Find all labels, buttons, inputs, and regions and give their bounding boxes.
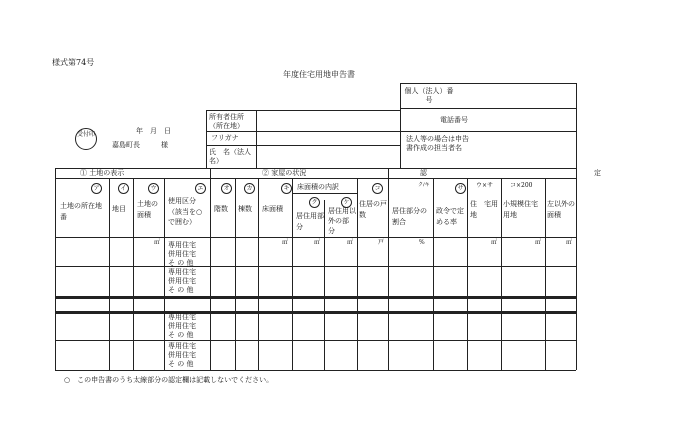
usage-other[interactable]: そ の 他 bbox=[168, 285, 194, 294]
col-floor-area-breakdown: 床面積の内訳 bbox=[297, 183, 339, 191]
col-ratio-mark: ク/キ bbox=[418, 182, 430, 188]
usage-options-row1 bbox=[168, 241, 196, 267]
col-i-mark: イ bbox=[118, 183, 129, 194]
section-house: ② 家屋の状況 bbox=[262, 169, 307, 177]
unit-small-land: ㎡ bbox=[535, 239, 542, 246]
unit-residential-part: ㎡ bbox=[314, 239, 321, 246]
form-number: 様式第74号 bbox=[52, 58, 95, 67]
usage-other[interactable]: そ の 他 bbox=[168, 330, 194, 339]
usage-other[interactable]: そ の 他 bbox=[168, 359, 194, 368]
section-certification: 認 定 bbox=[420, 169, 681, 177]
col-small-residential-land: 小規模住宅用地 bbox=[503, 200, 538, 219]
unit-percent: % bbox=[419, 239, 425, 246]
col-u-mark: ウ bbox=[148, 183, 159, 194]
col-non-residential-part: 居住用以外の部 分 bbox=[328, 207, 356, 235]
unit-other-area: ㎡ bbox=[566, 239, 573, 246]
col-o-mark: オ bbox=[221, 183, 232, 194]
col-ko-mark: コ bbox=[372, 183, 383, 194]
addressee: 嘉島町長 様 bbox=[112, 141, 168, 149]
footnote: ○ この申告書のうち太線部分の認定欄は記載しないでください。 bbox=[64, 376, 274, 384]
col-floor-area: 床面積 bbox=[262, 205, 283, 213]
contact-person-label: 法人等の場合は申告書作成の担当者名 bbox=[406, 135, 469, 153]
usage-options-row4 bbox=[168, 342, 196, 368]
reception-stamp-text: 受付印 bbox=[76, 131, 95, 138]
page-title: 年度住宅用地申告書 bbox=[283, 70, 355, 79]
unit-floor-area: ㎡ bbox=[282, 239, 289, 246]
col-land-category: 地目 bbox=[112, 205, 126, 213]
usage-combined[interactable]: 併用住宅 bbox=[168, 350, 196, 359]
usage-combined[interactable]: 併用住宅 bbox=[168, 249, 196, 258]
usage-dedicated[interactable]: 専用住宅 bbox=[168, 268, 196, 276]
col-ku-mark: ク bbox=[309, 197, 320, 208]
unit-non-residential-part: ㎡ bbox=[347, 239, 354, 246]
usage-dedicated[interactable]: 専用住宅 bbox=[168, 313, 196, 321]
col-usage-type: 使用区分（該当を○で囲む） bbox=[168, 197, 203, 226]
furigana-label: フリガナ bbox=[211, 134, 239, 142]
col-residential-ratio: 居住部分の割合 bbox=[392, 207, 427, 226]
unit-residential-land: ㎡ bbox=[491, 239, 498, 246]
usage-options-row3 bbox=[168, 313, 196, 339]
unit-land-area: ㎡ bbox=[154, 239, 161, 246]
usage-dedicated[interactable]: 専用住宅 bbox=[168, 241, 196, 249]
phone-label: 電話番号 bbox=[440, 116, 468, 124]
owner-address-label: 所有者住所（所在地） bbox=[209, 113, 244, 131]
usage-options-row2 bbox=[168, 268, 196, 294]
unit-households: 戸 bbox=[378, 239, 385, 246]
col-residential-part: 居住用部 分 bbox=[296, 212, 331, 231]
col-residential-land: 住 宅用 地 bbox=[470, 200, 505, 219]
col-ki-mark: キ bbox=[281, 183, 292, 194]
individual-number-label: 個人（法人）番 号 bbox=[404, 87, 454, 105]
owner-name-label: 氏 名（法人名） bbox=[209, 148, 251, 166]
usage-combined[interactable]: 併用住宅 bbox=[168, 276, 196, 285]
col-a-mark: ア bbox=[91, 183, 102, 194]
col-legal-rate: 政令で定める率 bbox=[436, 207, 464, 226]
date-label: 年 月 日 bbox=[136, 127, 171, 135]
col-floors: 階数 bbox=[214, 205, 228, 213]
usage-combined[interactable]: 併用住宅 bbox=[168, 321, 196, 330]
col-buildings: 棟数 bbox=[238, 205, 252, 213]
col-ko200-mark: コ×200 bbox=[510, 182, 533, 189]
col-land-location: 土地の所在地 番 bbox=[60, 202, 109, 222]
col-ka-mark: カ bbox=[244, 183, 255, 194]
col-land-area: 土地の面積 bbox=[137, 200, 158, 219]
col-e-mark: エ bbox=[195, 183, 206, 194]
col-sa-mark: サ bbox=[455, 183, 466, 194]
usage-dedicated[interactable]: 専用住宅 bbox=[168, 342, 196, 350]
col-households: 住居の戸 数 bbox=[359, 200, 394, 219]
col-other-area: 左以外の面積 bbox=[547, 200, 575, 219]
col-product-mark: ウ×サ bbox=[476, 182, 494, 189]
section-land: ① 土地の表示 bbox=[80, 169, 125, 177]
col-ke-mark: ケ bbox=[341, 197, 352, 208]
usage-other[interactable]: そ の 他 bbox=[168, 258, 194, 267]
